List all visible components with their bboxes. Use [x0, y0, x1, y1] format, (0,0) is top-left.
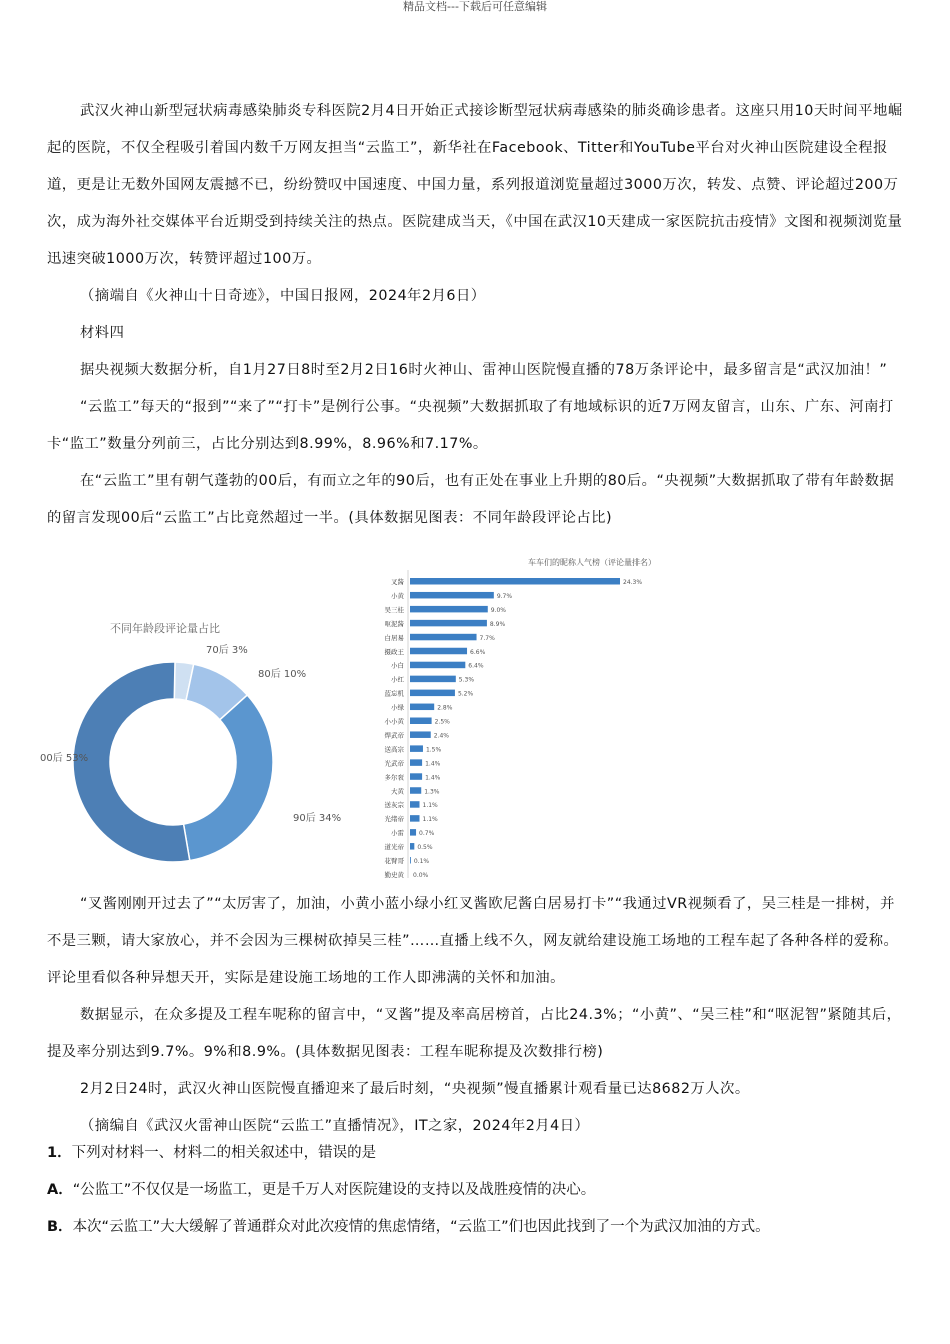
bar	[410, 857, 411, 864]
charts-area	[40, 556, 920, 880]
bar-value-label: 0.0%	[413, 871, 429, 879]
option-label: B．	[47, 1219, 73, 1235]
bar-category-label: 小雷	[391, 829, 404, 838]
material-text-top	[47, 93, 903, 537]
bar-value-label: 9.7%	[496, 592, 513, 600]
bar-value-label: 1.5%	[425, 746, 442, 754]
bar-value-label: 8.9%	[489, 620, 506, 628]
bar-value-label: 1.3%	[424, 788, 440, 796]
age-pie-chart	[40, 596, 342, 880]
bar-value-label: 5.3%	[458, 676, 475, 684]
pie-label: 00后 53%	[40, 753, 89, 764]
bar-category-label: 蓝忘机	[384, 689, 404, 698]
bar	[410, 829, 416, 836]
bar-category-label: 小绿	[391, 703, 404, 712]
paragraph: 2月2日24时，武汉火神山医院慢直播迎来了最后时刻，“央视频”慢直播累计观看量已达8682万人次。	[80, 1081, 750, 1097]
bar	[410, 815, 420, 822]
bar-value-label: 0.1%	[413, 858, 430, 865]
pie-slice	[184, 695, 273, 861]
bar	[410, 843, 414, 850]
bar-title: 车车们的昵称人气榜（评论量排名）	[528, 558, 656, 567]
bar-category-label: 勤史黄	[384, 870, 404, 879]
bar-category-label: 摄政王	[384, 647, 404, 656]
pie-title: 不同年龄段评论量占比	[110, 622, 220, 635]
bar	[410, 787, 421, 794]
bar-category-label: 送高宗	[384, 745, 404, 754]
bar	[410, 648, 467, 655]
bar-category-label: 大黄	[391, 787, 404, 796]
page-header: 精品文档---下载后可任意编辑	[403, 0, 547, 13]
bar-category-label: 呕泥酱	[384, 619, 404, 628]
bar-value-label: 1.1%	[422, 816, 438, 824]
bar-value-label: 5.2%	[457, 690, 474, 698]
bar-value-label: 1.4%	[425, 774, 441, 782]
bar	[410, 592, 494, 599]
question-block	[47, 1135, 917, 1246]
pie-label: 90后 34%	[293, 813, 342, 824]
material-text-bottom	[47, 886, 903, 1145]
bar	[410, 718, 432, 725]
question-number: 1．	[47, 1145, 72, 1161]
bar	[410, 634, 477, 641]
bar	[410, 620, 487, 627]
bar-category-label: 叉酱	[391, 578, 404, 586]
bar-category-label: 道光帝	[384, 843, 404, 852]
bar-category-label: 送灰宗	[384, 801, 404, 810]
bar-category-label: 光武帝	[384, 759, 404, 768]
bar-category-label: 光绪帝	[384, 815, 404, 824]
bar-value-label: 0.5%	[417, 844, 433, 852]
bar-value-label: 2.4%	[433, 732, 449, 740]
bar-category-label: 多尔衮	[384, 773, 404, 782]
bar-category-label: 花臂哥	[384, 857, 404, 865]
bar-category-label: 小白	[391, 661, 404, 670]
bar-value-label: 24.3%	[623, 579, 643, 586]
bar-category-label: 白居易	[384, 633, 404, 642]
bar	[410, 690, 455, 697]
bar	[410, 676, 456, 683]
bar	[410, 773, 422, 780]
bar	[410, 731, 431, 738]
bar	[410, 801, 420, 808]
source-citation: （摘端自《火神山十日奇迹》，中国日报网，2024年2月6日）	[80, 288, 486, 304]
source-citation: （摘编自《武汉火雷神山医院“云监工”直播情况》，IT之家，2024年2月4日）	[80, 1118, 590, 1134]
bar-value-label: 2.5%	[434, 718, 450, 726]
bar-category-label: 小红	[391, 675, 404, 684]
paragraph: 武汉火神山新型冠状病毒感染肺炎专科医院2月4日开始正式接诊断型冠状病毒感染的肺炎确诊患者。这座只用10天时间平地崛起的医院，不仅全程吸引着国内数千万网友担当“云监工”，新华社在Facebook、Titter和YouTube平台对火神山医院建设全程报道，更是让无数外国网友震撼不已，纷纷赞叹中国速度、中国力量，系列报道浏览量超过3000万次，转发、点赞、评论超过200万次，成为海外社交媒体平台近期受到持续关注的热点。医院建成当天，《中国在武汉10天建成一家医院抗击疫情》文图和视频浏览量迅速突破1000万次，转赞评超过100万。	[47, 103, 903, 267]
bar-value-label: 0.7%	[419, 830, 435, 838]
option-a[interactable]: A．“公监工”不仅仅是一场监工，更是千万人对医院建设的支持以及战胜疫情的决心。	[47, 1182, 596, 1198]
material-heading: 材料四	[80, 325, 125, 341]
paragraph: “云监工”每天的“报到”“来了”“打卡”是例行公事。“央视频”大数据抓取了有地域标识的近7万网友留言，山东、广东、河南打卡“监工”数量分列前三，占比分别达到8.99%，8.96%和7.17%。	[47, 399, 894, 452]
paragraph: “叉酱刚刚开过去了”“太厉害了，加油，小黄小蓝小绿小红叉酱欧尼酱白居易打卡”“我通过VR视频看了，吴三桂是一排树，并不是三颗，请大家放心，并不会因为三棵树砍掉吴三桂”……直播上线不久，网友就给建设施工场地的工程车起了各种各样的爱称。评论里看似各种异想天开，实际是建设施工场地的工作人即沸满的关怀和加油。	[47, 896, 899, 986]
bar	[410, 704, 434, 711]
pie-label: 70后 3%	[206, 645, 248, 656]
bar	[410, 606, 488, 613]
paragraph: 在“云监工”里有朝气蓬勃的00后，有而立之年的90后，也有正处在事业上升期的80后。“央视频”大数据抓取了带有年龄数据的留言发现00后“云监工”占比竟然超过一半。(具体数据见图表：不同年龄段评论占比)	[47, 473, 895, 526]
bar	[410, 745, 423, 752]
bar-value-label: 2.8%	[437, 704, 453, 712]
bar-value-label: 7.7%	[479, 634, 495, 642]
bar-category-label: 吴三桂	[384, 605, 404, 614]
bar-category-label: 小黄	[391, 591, 404, 600]
bar-value-label: 1.1%	[422, 802, 438, 810]
question-stem: 1．下列对材料一、材料二的相关叙述中，错误的是	[47, 1145, 377, 1161]
pie-slice	[73, 662, 190, 862]
bar-value-label: 9.0%	[490, 606, 507, 614]
nickname-bar-chart	[338, 556, 918, 880]
bar	[410, 662, 465, 669]
paragraph: 据央视频大数据分析，自1月27日8时至2月2日16时火神山、雷神山医院慢直播的78万条评论中，最多留言是“武汉加油！”	[80, 362, 888, 378]
paragraph: 数据显示，在众多提及工程车呢称的留言中，“叉酱”提及率高居榜首，占比24.3%；“小黄”、“吴三桂”和“呕泥智”紧随其后，提及率分别达到9.7%。9%和8.9%。(具体数据见图表：工程车昵称提及次数排行榜)	[47, 1007, 902, 1060]
bar-category-label: 焊武帝	[384, 731, 404, 740]
bar	[410, 759, 422, 766]
pie-label: 80后 10%	[258, 669, 307, 680]
bar-value-label: 6.6%	[470, 648, 486, 656]
bar	[410, 578, 620, 585]
option-b[interactable]: B．本次“云监工”大大缓解了普通群众对此次疫情的焦虑情绪，“云监工”们也因此找到了一个为武汉加油的方式。	[47, 1219, 770, 1235]
bar-value-label: 6.4%	[468, 662, 484, 670]
bar-category-label: 小小黄	[384, 717, 404, 726]
option-label: A．	[47, 1182, 73, 1198]
bar-value-label: 1.4%	[425, 760, 441, 768]
